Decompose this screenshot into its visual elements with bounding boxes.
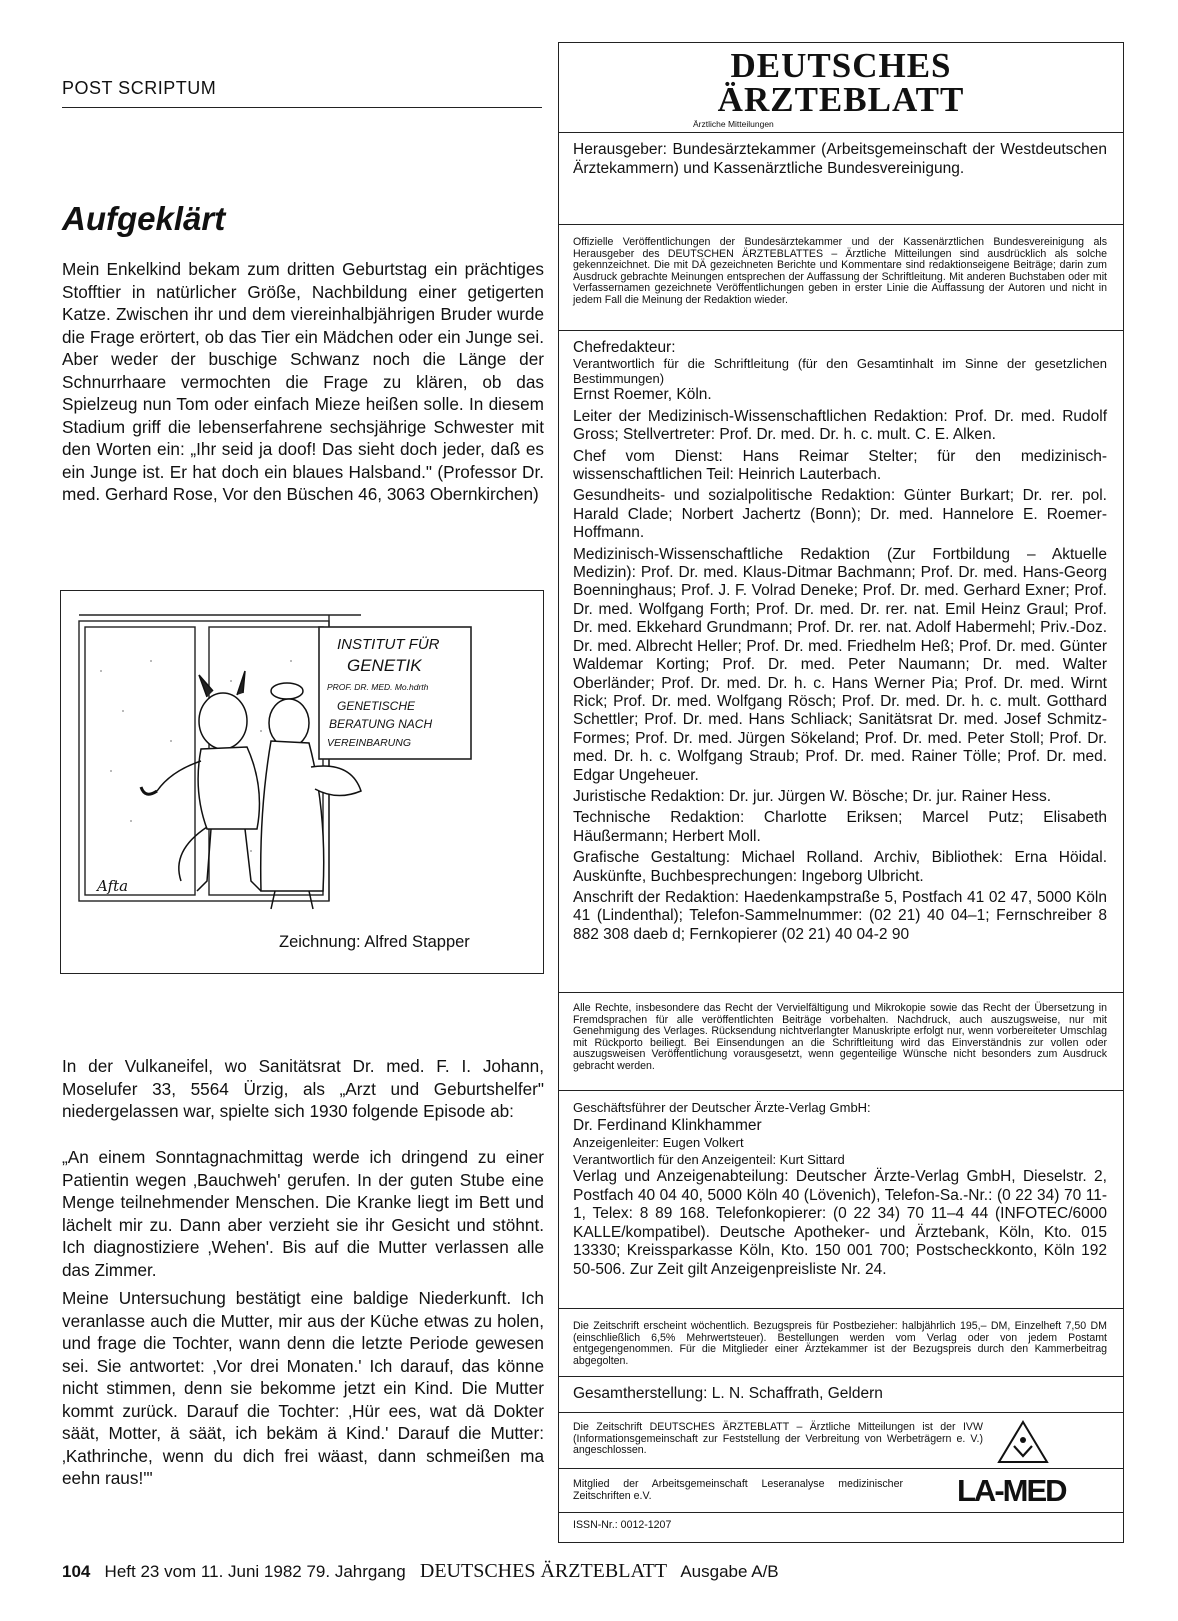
subscription-text: Die Zeitschrift erscheint wöchentlich. Bezugspreis für Postbezieher: halbjährlich 195,– DM, Einzelheft 7,50 DM (einschließlich 6,5% Mehrwertsteuer). Bestellungen werden vom Verlag oder von jedem Postamt entgegengenommen. Für die Mitglieder einer Ärztekammer ist der Bezugspreis durch den Kammerbeitrag abgegolten. [573, 1320, 1107, 1367]
sign-line: GENETIK [347, 656, 422, 675]
issn-number: ISSN-Nr.: 0012-1207 [573, 1519, 672, 1531]
institute-sign [319, 627, 471, 759]
article-paragraph: In der Vulkaneifel, wo Sanitätsrat Dr. med. F. I. Johann, Moselufer 33, 5564 Ürzig, als „Arzt und Geburtshelfer" niedergelassen war, spielte sich 1930 folgende Episode ab: [62, 1056, 544, 1121]
medsci-head: Leiter der Medizinisch-Wissenschaftlichen Redaktion: Prof. Dr. med. Rudolf Gross; Stellvertreter: Prof. Dr. med. Dr. h. c. mult. C. E. Alken. [573, 407, 1107, 444]
subscription-section [559, 1309, 1123, 1377]
technical-staff: Technische Redaktion: Charlotte Eriksen; Marcel Putz; Elisabeth Häußermann; Herbert Moll. [573, 809, 1107, 845]
section-label: POST SCRIPTUM [62, 78, 217, 98]
health-policy-staff: Gesundheits- und sozialpolitische Redaktion: Günter Burkart; Dr. rer. pol. Harald Clade; Norbert Jachertz (Bonn); Dr. med. Hannelore E. Roemer-Hoffmann. [573, 487, 1107, 542]
rights-text: Alle Rechte, insbesondere das Recht der Vervielfältigung und Mikrokopie sowie das Recht der Übersetzung in Fremdsprachen für alle veröffentlichten Beiträge vorbehalten. Nachdruck, auch auszugsweise, nur mit Genehmigung des Verlages. Rücksendung nichtverlangter Manuskripte erfolgt nur, wenn vorbereiteter Umschlag mit Rückporto beiliegt. Bei Einsendungen an die Schriftleitung wird das Einverständnis zur vollen oder auszugsweisen Veröffentlichung vorausgesetzt, wenn gegenteilige Wünsche nicht besonders zum Ausdruck gebracht werden. [573, 1002, 1107, 1072]
journal-title: DEUTSCHES ÄRZTEBLATT [419, 1560, 668, 1582]
masthead-impressum [558, 42, 1124, 1543]
publisher-ads-section [559, 1091, 1123, 1309]
edition-label: Ausgabe A/B [680, 1562, 779, 1581]
article-headline: Aufgeklärt [62, 200, 226, 237]
ivw-emblem-icon [996, 1419, 1050, 1465]
publisher-details: Verlag und Anzeigenabteilung: Deutscher Ärzte-Verlag GmbH, Dieselstr. 2, Postfach 40 04 40, 5000 Köln 40 (Lövenich), Telefon-Sa.-Nr.: (0 22 34) 70 11-1, Telex: 8 89 168. Telefonkopierer: (0 22 34) 70 11–4 44 (INFOTEC/6000 KALLE/kompatibel). Deutsche Apotheker- und Ärztebank, Köln, Kto. 015 13330; Kreissparkasse Köln, Kto. 150 001 700; Postscheckkonto, Köln 192 50-506. Zur Zeit gilt Anzeigenpreisliste Nr. 24. [573, 1168, 1107, 1278]
section-divider [62, 107, 542, 108]
ad-responsible: Verantwortlich für den Anzeigenteil: Kurt Sittard [573, 1151, 845, 1167]
article-paragraph: Mein Enkelkind bekam zum dritten Geburtstag ein prächtiges Stofftier in natürlicher Größe, Nachbildung einer getigerten Katze. Zwischen ihr und dem viereinhalbjährigen Bruder wurde die Frage erörtert, ob das Tier ein Mädchen oder ein Junge sei. Aber weder der buschige Schwanz noch die Länge der Schnurrhaare vermochten die Frage zu klären, ob das Spielzeug nun Tom oder einfach Mieze heißen solle. In diesem Stadium griff die lebenserfahrene sechsjährige Schwester mit den Worten ein: „Ihr seid ja doof! Das sieht doch jeder, daß es ein Junge ist. Er hat doch ein blaues Halsband." (Professor Dr. med. Gerhard Rose, Vor den Büschen 46, 3063 Obernkirchen) [62, 259, 544, 504]
ivw-text: Die Zeitschrift DEUTSCHES ÄRZTEBLATT – Ärztliche Mitteilungen ist der IVW (Informationsgemeinschaft zur Feststellung der Verbreitung von Werbeträgern e. V.) angeschlossen. [573, 1421, 983, 1457]
sign-line: INSTITUT FÜR [337, 636, 440, 653]
article-paragraph: Meine Untersuchung bestätigt eine baldige Niederkunft. Ich veranlasse auch die Mutter, mir aus der Küche etwas zu holen, und frage die Tochter, wann denn die letzte Periode gewesen sei. Sie antwortet: ‚Vor drei Monaten.' Ich darauf, das könne nicht stimmen, denn sie bekomme jetzt ein Kind. Die Mutter kommt zurück. Darauf die Tochter: ‚Hür ees, wat dä Dokter säät, Motter, ä säät, ich bekäm ä Kind.' Darauf die Mutter: ‚Kathrinche, wenn du dich frei wäast, dann schmeißen ma eehn raus!'" [62, 1288, 544, 1488]
publisher-text: Herausgeber: Bundesärztekammer (Arbeitsgemeinschaft der Westdeutschen Ärztekammern) und Kassenärztliche Bundesvereinigung. [573, 141, 1107, 177]
chief-on-duty: Chef vom Dienst: Hans Reimar Stelter; für den medizinisch-wissenschaftlichen Teil: Heinrich Lauterbach. [573, 447, 1107, 484]
sign-line: BERATUNG NACH [329, 717, 433, 731]
logo-title-line: ÄRZTEBLATT [717, 80, 965, 119]
cartoon-illustration [60, 590, 544, 974]
lamed-membership-text: Mitglied der Arbeitsgemeinschaft Leseranalyse medizinischer Zeitschriften e.V. [573, 1478, 903, 1502]
article-paragraph: „An einem Sonntagnachmittag werde ich dringend zu einer Patientin wegen ‚Bauchweh' gerufen. In der guten Stube eine Menge teilnehmender Menschen. Die Kranke liegt im Bett und lächelt mir zu. Dann aber verzieht sie ihr Gesicht und stöhnt. Ich diagnostiziere ‚Wehen'. Bis auf die Mutter verlassen alle das Zimmer. [62, 1147, 544, 1280]
ad-lead: Anzeigenleiter: Eugen Volkert [573, 1135, 744, 1150]
legal-staff: Juristische Redaktion: Dr. jur. Jürgen W. Bösche; Dr. jur. Rainer Hess. [573, 787, 1052, 805]
cartoon-caption: Zeichnung: Alfred Stapper [279, 933, 470, 951]
lamed-section [559, 1469, 1123, 1513]
sign-line: VEREINBARUNG [327, 737, 412, 749]
rights-section [559, 993, 1123, 1091]
logo-title-line: DEUTSCHES [730, 46, 952, 85]
masthead-logo [559, 43, 1123, 133]
logo-subtitle: Ärztliche Mitteilungen [693, 119, 774, 129]
editor-in-chief-label: Chefredakteur: [573, 339, 676, 356]
graphic-staff: Grafische Gestaltung: Michael Rolland. Archiv, Bibliothek: Erna Höidal. Auskünfte, Buchbesprechungen: Ingeborg Ulbricht. [573, 849, 1107, 885]
sign-line: GENETISCHE [337, 699, 416, 713]
artist-signature: Afta [97, 877, 129, 895]
manager-name: Dr. Ferdinand Klinkhammer [573, 1116, 762, 1134]
ivw-section [559, 1413, 1123, 1469]
editorial-staff-section [559, 331, 1123, 993]
editor-in-chief [573, 339, 1107, 405]
editor-in-chief-note: Verantwortlich für die Schriftleitung (für den Gesamtinhalt im Sinne der gesetzlichen Bestimmungen) [573, 356, 1107, 386]
devil-figure [141, 671, 261, 891]
sign-line: PROF. DR. MED. Mo.hdrth [327, 682, 429, 692]
official-notice-section [559, 225, 1123, 331]
cartoon-drawing [61, 591, 542, 921]
lamed-logo: LA-MED [957, 1473, 1066, 1508]
medsci-staff: Medizinisch-Wissenschaftliche Redaktion (Zur Fortbildung – Aktuelle Medizin): Prof. Dr. med. Klaus-Ditmar Bachmann; Prof. Dr. med. Hans-Georg Boenninghaus; Prof. J. F. Volrad Deneke; Prof. Dr. med. Gerhard Exner; Prof. Dr. med. Wolfgang Forth; Prof. Dr. med. Dr. rer. nat. Emil Heinz Graul; Prof. Dr. med. Ekkehard Grundmann; Prof. Dr. rer. nat. Adolf Habermehl; Priv.-Doz. Dr. med. Albrecht Heller; Prof. Dr. med. Friedhelm Heß; Prof. Dr. med. Günter Waldemar Korting; Prof. Dr. med. Peter Naumann; Dr. med. Walter Oberländer; Prof. Dr. med. Dr. h. c. Hans Werner Pia; Prof. Dr. med. Wirnt Rick; Prof. Dr. med. Wolfgang Rösch; Prof. Dr. med. Dr. h. c. mult. Gotthard Schettler; Prof. Dr. med. Hans Schliack; Sanitätsrat Dr. med. Josef Schmitz-Formes; Prof. Dr. med. Jürgen Sökeland; Prof. Dr. med. Peter Stoll; Prof. Dr. med. Dr. h. c. Wolfgang Straub; Prof. Dr. med. Rainer Tölle; Prof. Dr. med. Edgar Ungeheuer. [573, 545, 1107, 784]
page-number: 104 [62, 1562, 91, 1581]
issn-section [559, 1513, 1123, 1542]
editor-in-chief-name: Ernst Roemer, Köln. [573, 386, 712, 404]
editorial-address: Anschrift der Redaktion: Haedenkampstraße 5, Postfach 41 02 47, 5000 Köln 41 (Lindenthal); Telefon-Sammelnummer: (02 21) 40 04–1; Fernschreiber 8 882 308 daeb d; Fernkopierer (02 21) 40 04-2 90 [573, 888, 1107, 943]
printing-text: Gesamtherstellung: L. N. Schaffrath, Geldern [573, 1385, 883, 1402]
page-footer [62, 1560, 779, 1583]
manager-label: Geschäftsführer der Deutscher Ärzte-Verlag GmbH: [573, 1100, 871, 1115]
printing-section [559, 1377, 1123, 1413]
publisher-section [559, 133, 1123, 225]
issue-info: Heft 23 vom 11. Juni 1982 79. Jahrgang [104, 1562, 406, 1581]
official-notice-text: Offizielle Veröffentlichungen der Bundesärztekammer und der Kassenärztlichen Bundesvereinigung als Herausgeber des DEUTSCHEN ÄRZTEBLATTES – Ärztliche Mitteilungen sind ausdrücklich als solche gekennzeichnet. Die mit DÄ gezeichneten Berichte und Kommentare sind redaktionseigene Beiträge; darin zum Ausdruck gebrachte Meinungen entsprechen der Auffassung der Schriftleitung. Mit anderen Buchstaben oder mit Verfassernamen gezeichnete Veröffentlichungen geben in erster Linie die Auffassung der Autoren und nicht in jedem Fall die Meinung der Redaktion wieder. [573, 236, 1107, 306]
